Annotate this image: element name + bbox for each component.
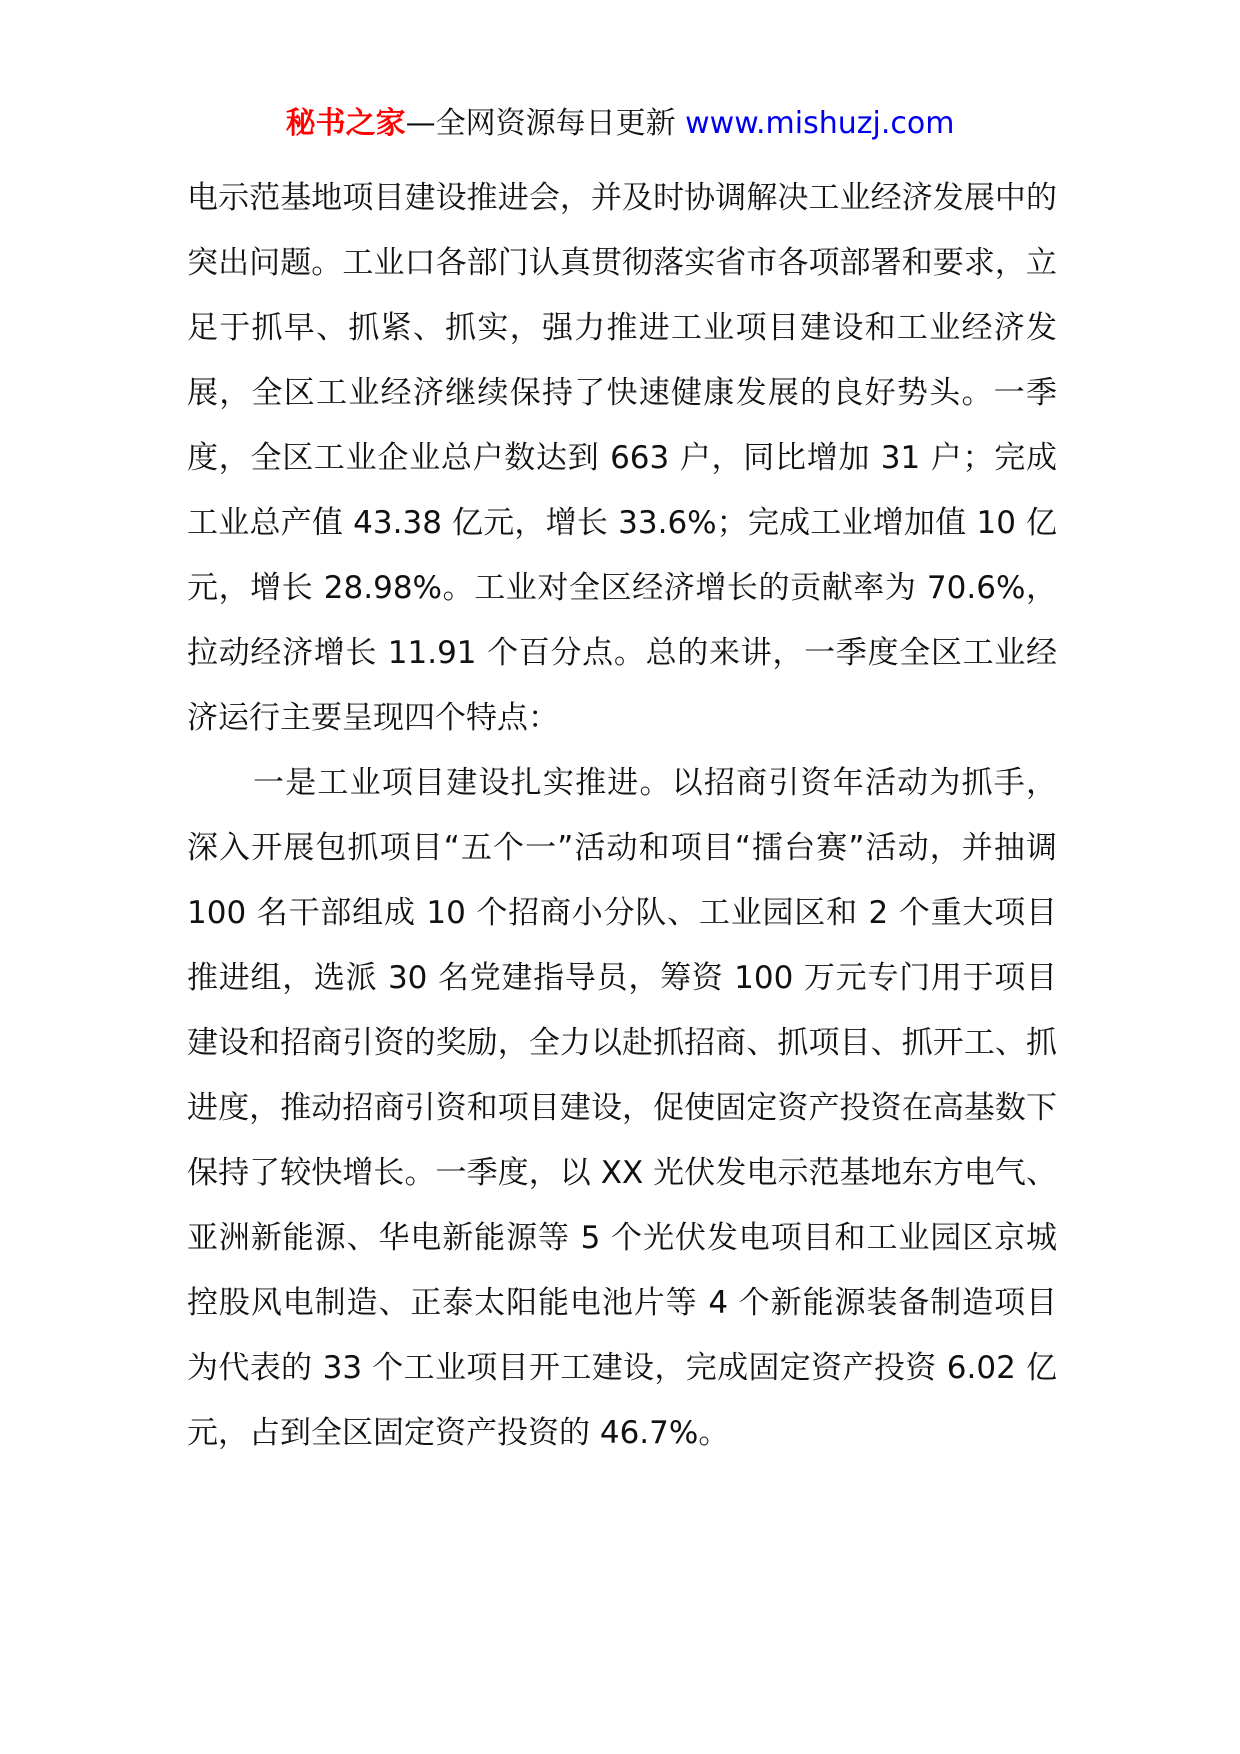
site-url-link[interactable]: www.mishuzj.com	[685, 106, 955, 141]
site-header	[0, 102, 1240, 146]
site-brand: 秘书之家	[285, 106, 406, 141]
paragraph-point-one: 一是工业项目建设扎实推进。以招商引资年活动为抓手，深入开展包抓项目“五个一”活动和项目“擂台赛”活动，并抽调 100 名干部组成 10 个招商小分队、工业园区和 2 个重大项目推进组，选派 30 名党建指导员，筹资 100 万元专门用于项目建设和招商引资的奖励，全力以赴抓招商、抓项目、抓开工、抓进度，推动招商引资和项目建设，促使固定资产投资在高基数下保持了较快增长。一季度，以 XX 光伏发电示范基地东方电气、亚洲新能源、华电新能源等 5 个光伏发电项目和工业园区京城控股风电制造、正泰太阳能电池片等 4 个新能源装备制造项目为代表的 33 个工业项目开工建设，完成固定资产投资 6.02 亿元，占到全区固定资产投资的 46.7%。	[187, 765, 1057, 1451]
document-body	[187, 166, 1057, 1466]
site-tagline: —全网资源每日更新	[405, 106, 686, 141]
paragraph-continued: 电示范基地项目建设推进会，并及时协调解决工业经济发展中的突出问题。工业口各部门认真贯彻落实省市各项部署和要求，立足于抓早、抓紧、抓实，强力推进工业项目建设和工业经济发展，全区工业经济继续保持了快速健康发展的良好势头。一季度，全区工业企业总户数达到 663 户，同比增加 31 户；完成工业总产值 43.38 亿元，增长 33.6%；完成工业增加值 10 亿元，增长 28.98%。工业对全区经济增长的贡献率为 70.6%，拉动经济增长 11.91 个百分点。总的来讲，一季度全区工业经济运行主要呈现四个特点：	[187, 180, 1057, 736]
